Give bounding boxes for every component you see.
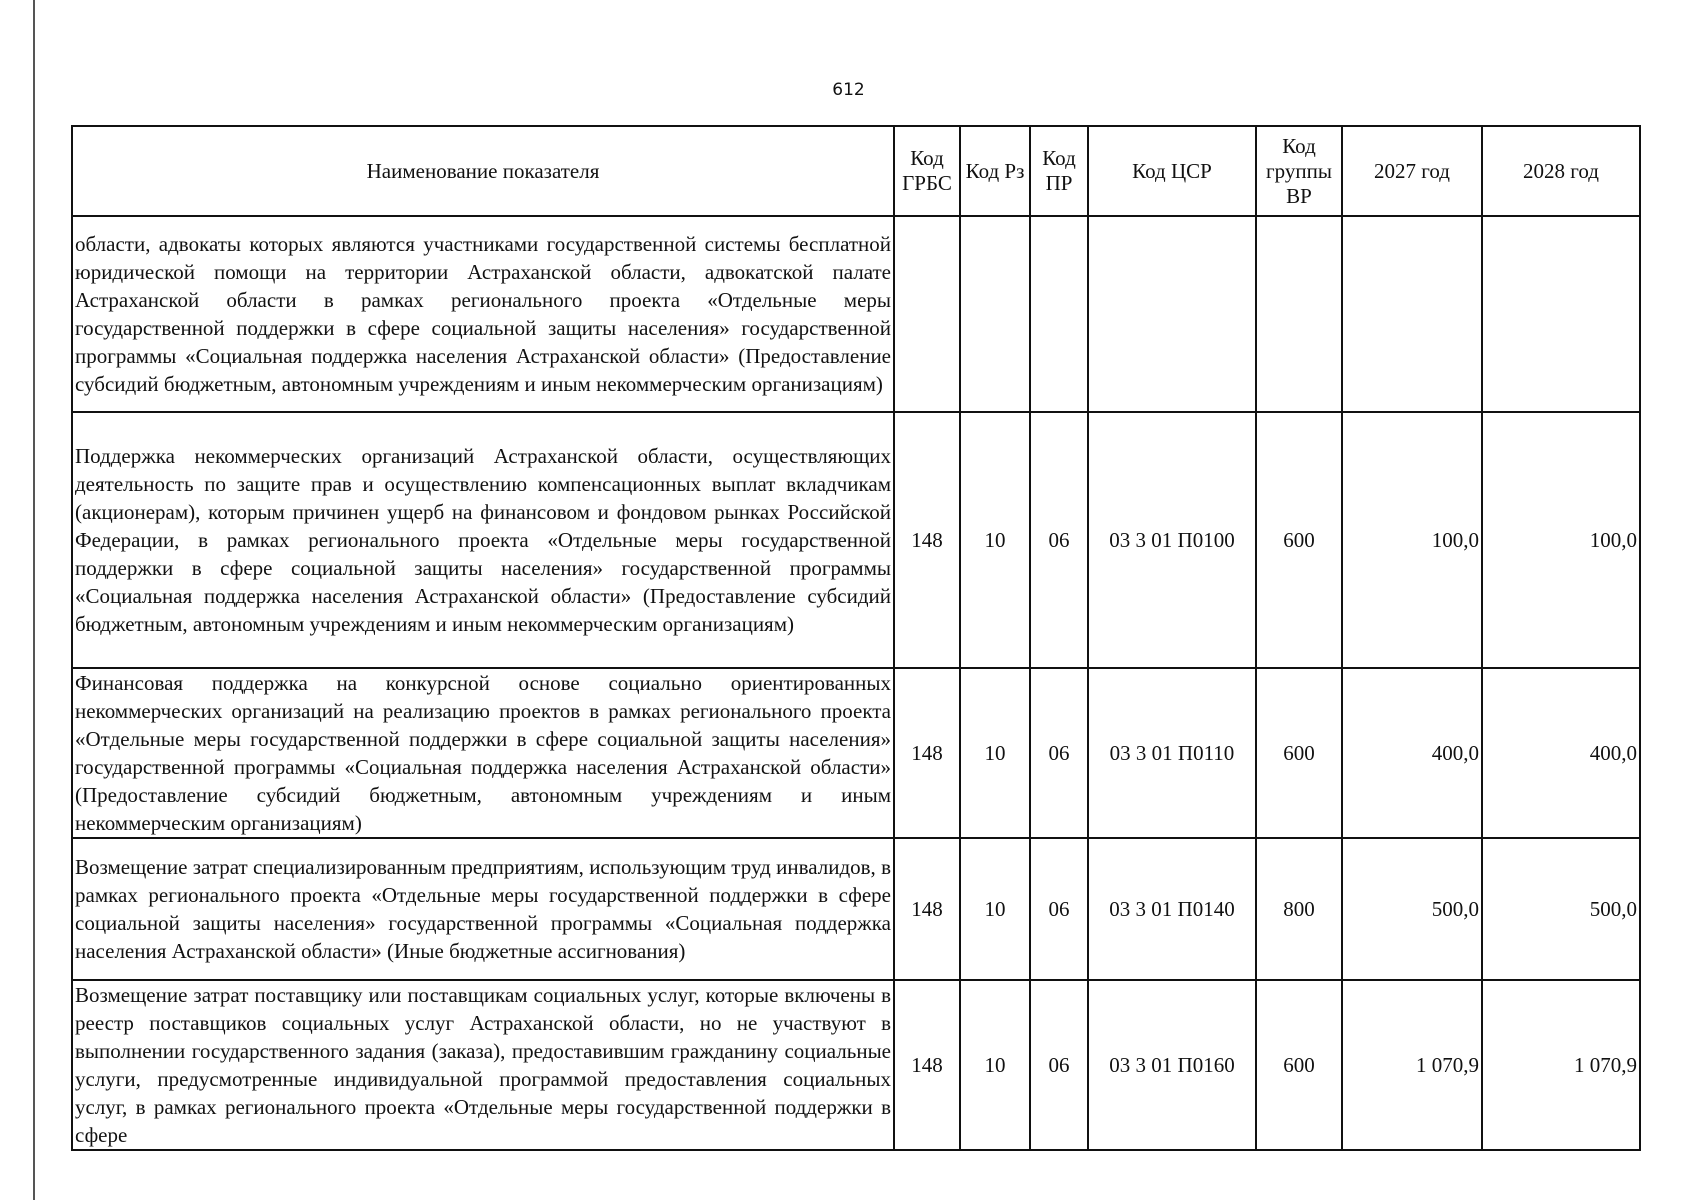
row-grbs: 148 [894, 668, 960, 838]
table-row [72, 838, 1640, 980]
row-2027: 1 070,9 [1342, 980, 1482, 1150]
row-rz [960, 216, 1030, 412]
header-name: Наименование показателя [72, 126, 894, 216]
row-pr: 06 [1030, 980, 1088, 1150]
row-2028: 1 070,9 [1482, 980, 1640, 1150]
row-name: Финансовая поддержка на конкурсной основе социально ориентированных некоммерческих организаций на реализацию проектов в рамках регионального проекта «Отдельные меры государственной поддержки в сфере социальной защиты населения» государственной программы «Социальная поддержка населения Астраханской области» (Предоставление субсидий бюджетным, автономным учреждениям и иным некоммерческим организациям) [72, 668, 894, 838]
page-number: 612 [832, 80, 865, 100]
row-csr: 03 3 01 П0160 [1088, 980, 1256, 1150]
row-grbs: 148 [894, 838, 960, 980]
row-grbs [894, 216, 960, 412]
row-pr: 06 [1030, 838, 1088, 980]
table-row [72, 412, 1640, 668]
row-name: Возмещение затрат специализированным предприятиям, использующим труд инвалидов, в рамках регионального проекта «Отдельные меры государственной поддержки в сфере социальной защиты населения» государственной программы «Социальная поддержка населения Астраханской области» (Иные бюджетные ассигнования) [72, 838, 894, 980]
row-2027: 500,0 [1342, 838, 1482, 980]
row-grbs: 148 [894, 980, 960, 1150]
header-vr: Код группы ВР [1256, 126, 1342, 216]
row-rz: 10 [960, 668, 1030, 838]
row-2028: 400,0 [1482, 668, 1640, 838]
header-2027: 2027 год [1342, 126, 1482, 216]
row-2027 [1342, 216, 1482, 412]
row-vr: 600 [1256, 980, 1342, 1150]
row-name: Поддержка некоммерческих организаций Астраханской области, осуществляющих деятельность по защите прав и осуществлению компенсационных выплат вкладчикам (акционерам), которым причинен ущерб на финансовом и фондовом рынках Российской Федерации, в рамках регионального проекта «Отдельные меры государственной поддержки в сфере социальной защиты населения» государственной программы «Социальная поддержка населения Астраханской области» (Предоставление субсидий бюджетным, автономным учреждениям и иным некоммерческим организациям) [72, 412, 894, 668]
header-2028: 2028 год [1482, 126, 1640, 216]
table-row [72, 668, 1640, 838]
row-name: Возмещение затрат поставщику или поставщикам социальных услуг, которые включены в реестр поставщиков социальных услуг Астраханской области, но не участвуют в выполнении государственного задания (заказа), предоставившим гражданину социальные услуги, предусмотренные индивидуальной программой предоставления социальных услуг, в рамках регионального проекта «Отдельные меры государственной поддержки в сфере [72, 980, 894, 1150]
row-name: области, адвокаты которых являются участниками государственной системы бесплатной юридической помощи на территории Астраханской области, адвокатской палате Астраханской области в рамках регионального проекта «Отдельные меры государственной поддержки в сфере социальной защиты населения» государственной программы «Социальная поддержка населения Астраханской области» (Предоставление субсидий бюджетным, автономным учреждениям и иным некоммерческим организациям) [72, 216, 894, 412]
row-rz: 10 [960, 980, 1030, 1150]
row-vr: 600 [1256, 412, 1342, 668]
row-pr: 06 [1030, 412, 1088, 668]
header-pr: Код ПР [1030, 126, 1088, 216]
row-2028: 500,0 [1482, 838, 1640, 980]
row-rz: 10 [960, 412, 1030, 668]
row-vr: 600 [1256, 668, 1342, 838]
page-margin-line [33, 0, 35, 1200]
header-grbs: Код ГРБС [894, 126, 960, 216]
row-csr: 03 3 01 П0140 [1088, 838, 1256, 980]
row-pr: 06 [1030, 668, 1088, 838]
table-header-row [72, 126, 1640, 216]
row-2027: 400,0 [1342, 668, 1482, 838]
row-grbs: 148 [894, 412, 960, 668]
row-2028 [1482, 216, 1640, 412]
row-vr: 800 [1256, 838, 1342, 980]
header-rz: Код Рз [960, 126, 1030, 216]
row-csr: 03 3 01 П0110 [1088, 668, 1256, 838]
row-2027: 100,0 [1342, 412, 1482, 668]
row-2028: 100,0 [1482, 412, 1640, 668]
row-csr [1088, 216, 1256, 412]
table-row [72, 980, 1640, 1150]
row-vr [1256, 216, 1342, 412]
row-rz: 10 [960, 838, 1030, 980]
table-row [72, 216, 1640, 412]
row-pr [1030, 216, 1088, 412]
budget-table [71, 125, 1641, 1151]
row-csr: 03 3 01 П0100 [1088, 412, 1256, 668]
header-csr: Код ЦСР [1088, 126, 1256, 216]
